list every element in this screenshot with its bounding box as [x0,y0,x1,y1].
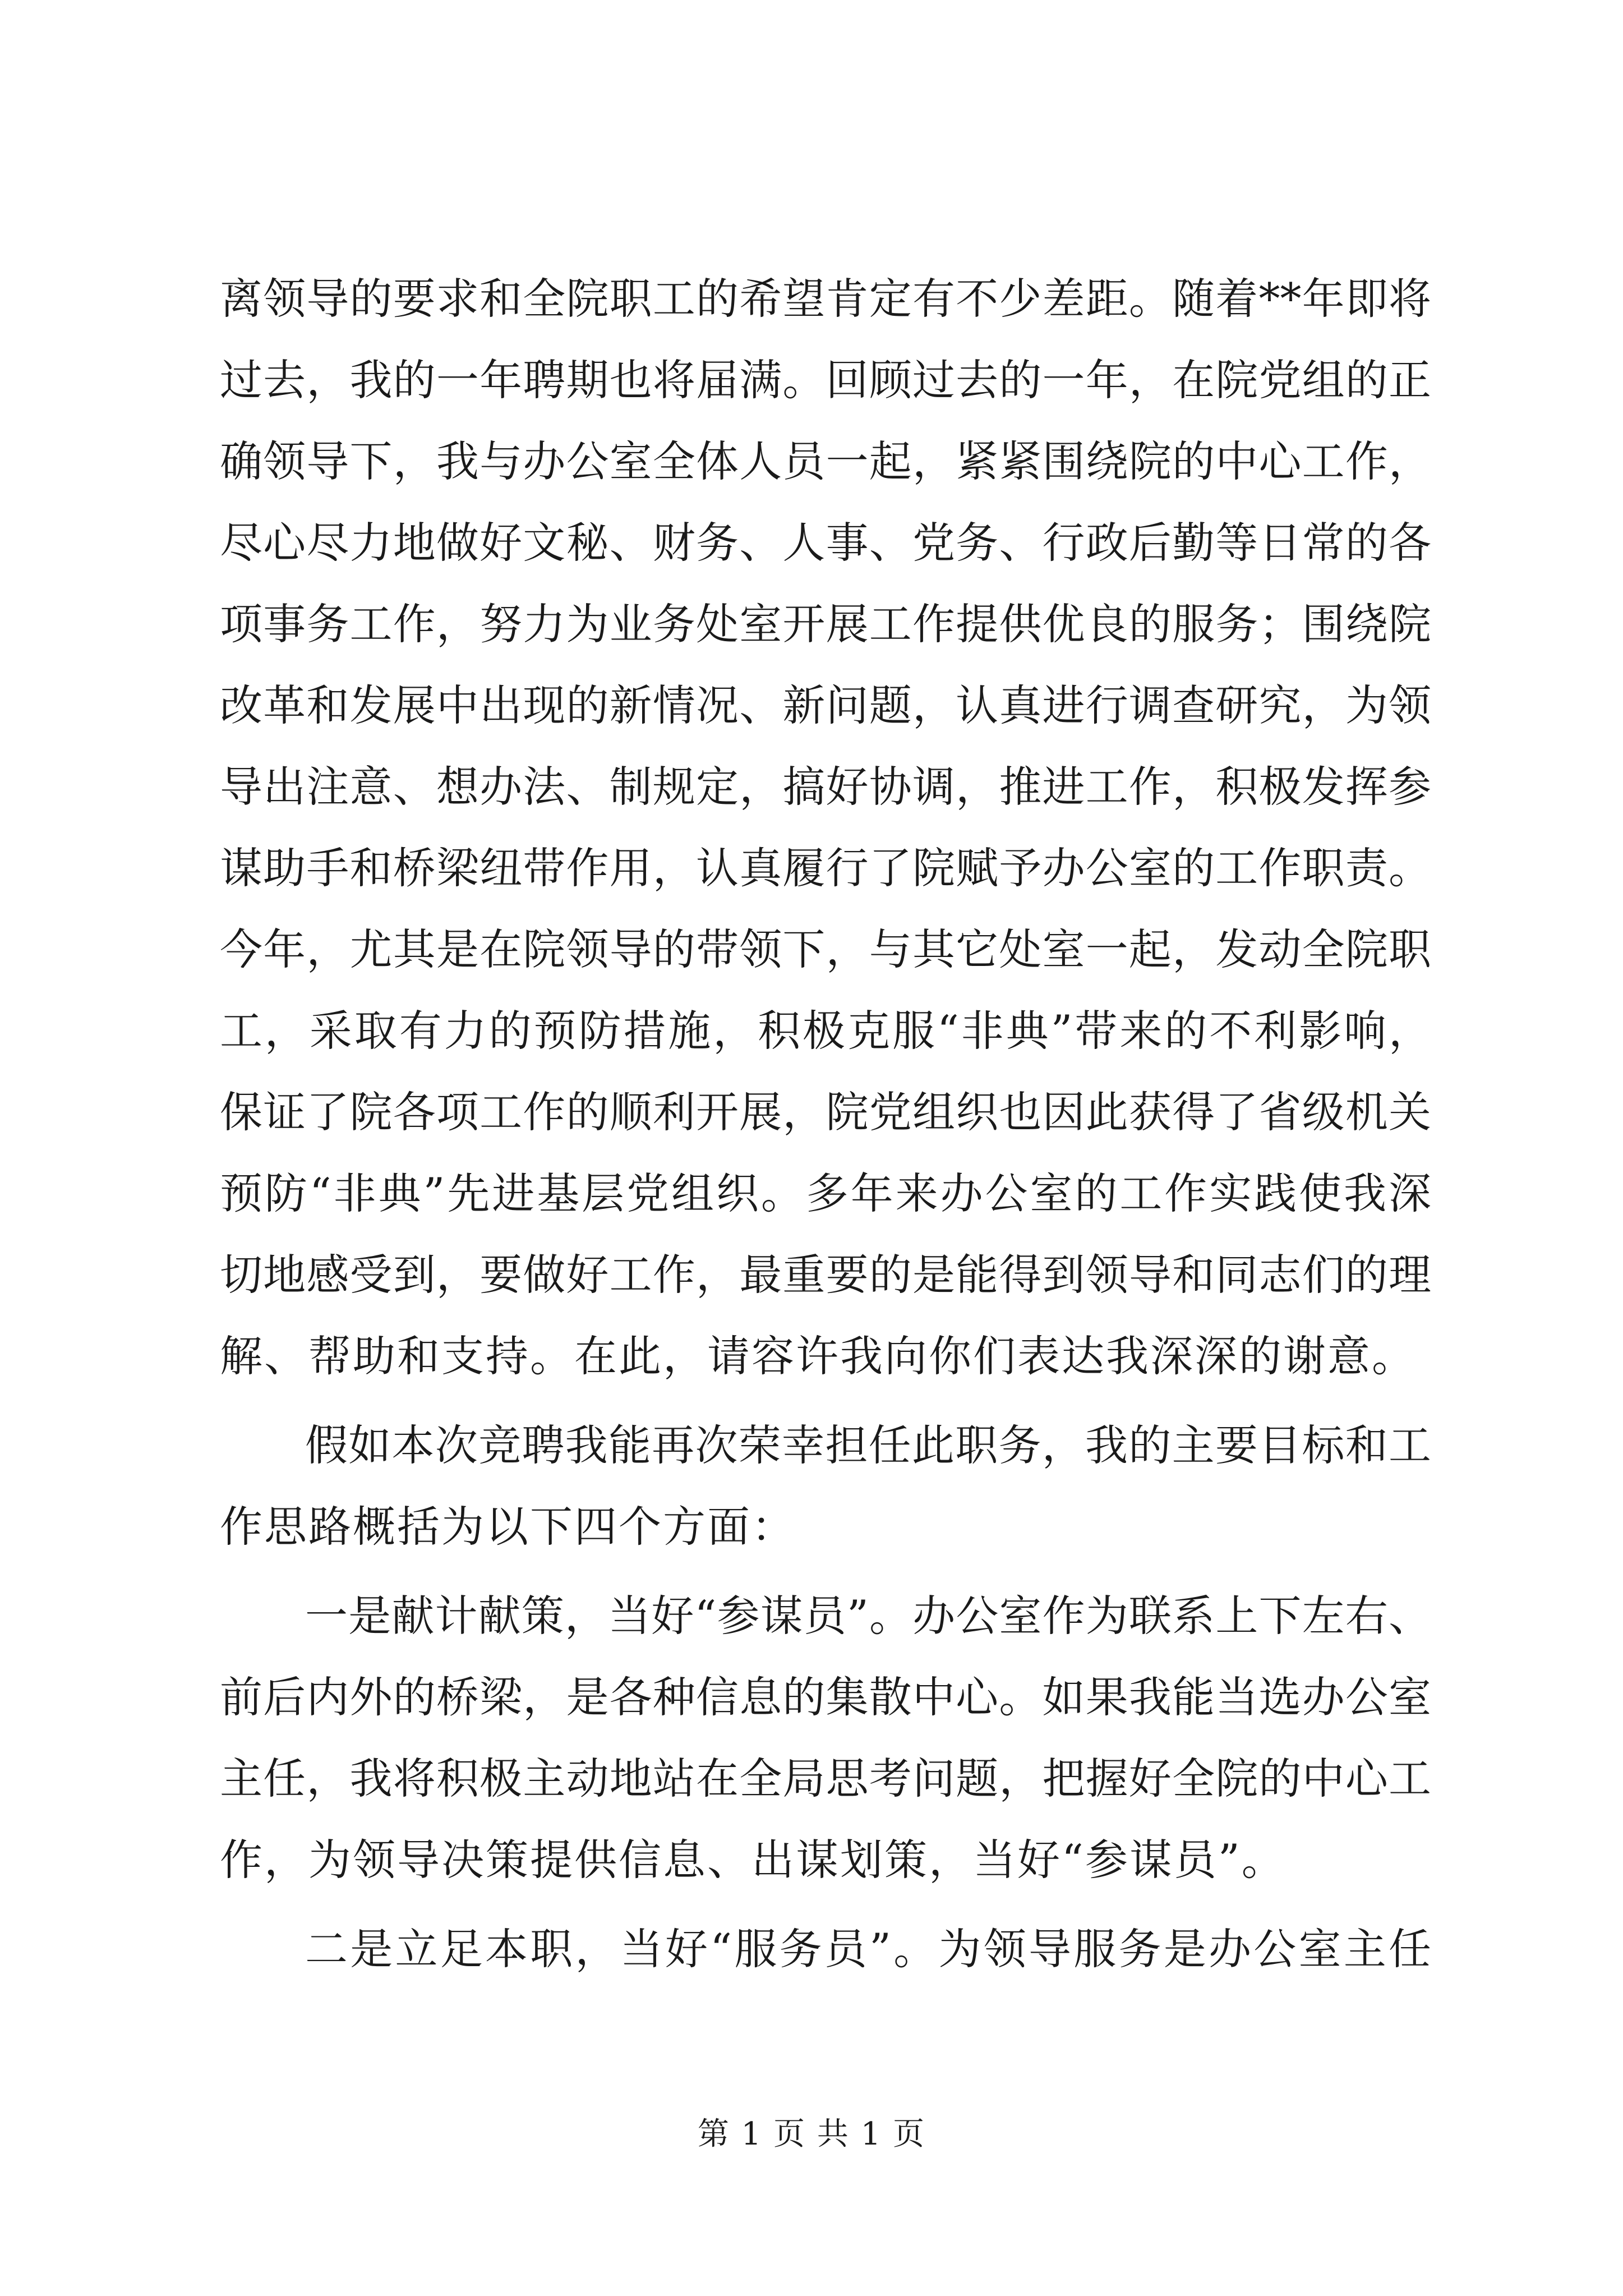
text-line: 工，采取有力的预防措施，积极克服“非典”带来的不利影响， [220,1006,1431,1056]
text-line: 项事务工作，努力为业务处室开展工作提供优良的服务；围绕院 [220,599,1431,649]
text-line: 解、帮助和支持。在此，请容许我向你们表达我深深的谢意。 [220,1331,1416,1381]
text-line: 作，为领导决策提供信息、出谋划策，当好“参谋员”。 [220,1835,1286,1885]
text-line: 改革和发展中出现的新情况、新问题，认真进行调查研究，为领 [220,680,1431,730]
page-footer [0,2112,1623,2157]
document-body [220,258,1431,1990]
text-line: 预防“非典”先进基层党组织。多年来办公室的工作实践使我深 [220,1168,1431,1218]
text-line: 谋助手和桥梁纽带作用，认真履行了院赋予办公室的工作职责。 [220,843,1431,893]
text-line: 过去，我的一年聘期也将届满。回顾过去的一年，在院党组的正 [220,355,1431,405]
text-line: 今年，尤其是在院领导的带领下，与其它处室一起，发动全院职 [220,924,1431,974]
text-line: 保证了院各项工作的顺利开展，院党组织也因此获得了省级机关 [220,1087,1431,1137]
text-line: 确领导下，我与办公室全体人员一起，紧紧围绕院的中心工作， [220,436,1431,486]
paragraph-first-line: 二是立足本职，当好“服务员”。为领导服务是办公室主任 [305,1924,1431,1974]
text-line: 作思路概括为以下四个方面： [220,1502,796,1552]
text-line: 前后内外的桥梁，是各种信息的集散中心。如果我能当选办公室 [220,1672,1431,1722]
text-line: 离领导的要求和全院职工的希望肯定有不少差距。随着**年即将 [220,274,1431,324]
text-line: 主任，我将积极主动地站在全局思考问题，把握好全院的中心工 [220,1754,1431,1803]
paragraph-first-line: 假如本次竞聘我能再次荣幸担任此职务，我的主要目标和工 [305,1420,1431,1470]
paragraph-first-line: 一是献计献策，当好“参谋员”。办公室作为联系上下左右、 [305,1591,1431,1641]
text-line: 导出注意、想办法、制规定，搞好协调，推进工作，积极发挥参 [220,762,1431,812]
text-line: 尽心尽力地做好文秘、财务、人事、党务、行政后勤等日常的各 [220,518,1431,568]
text-line: 切地感受到，要做好工作，最重要的是能得到领导和同志们的理 [220,1250,1431,1300]
page-number-label: 第 1 页 共 1 页 [697,2116,926,2152]
